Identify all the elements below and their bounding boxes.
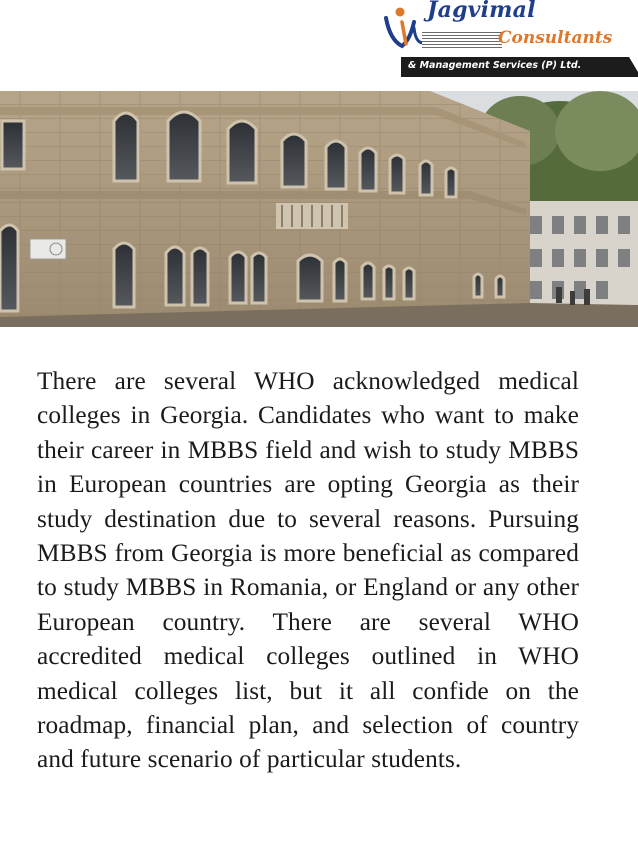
logo-tagline: & Management Services (P) Ltd. [408, 60, 582, 71]
logo-title: Jagvimal [427, 0, 536, 23]
logo-stripes [422, 32, 502, 48]
university-building-photo [0, 91, 638, 327]
body-paragraph: There are several WHO acknowledged medical colleges in Georgia. Candidates who want to make their career in MBBS field and wish to study MBBS in European countries are opting Georgia as their study destination due to several reasons. Pursuing MBBS from Georgia is more beneficial as compared to study MBBS in Romania, or England or any other European country. There are several WHO accredited medical colleges outlined in WHO medical colleges list, but it all confide on the roadmap, financial plan, and selection of country and future scenario of particular students. [37, 367, 579, 774]
person-figure-icon [380, 0, 430, 58]
logo-subtitle: Consultants [498, 28, 613, 48]
company-logo [380, 0, 638, 88]
